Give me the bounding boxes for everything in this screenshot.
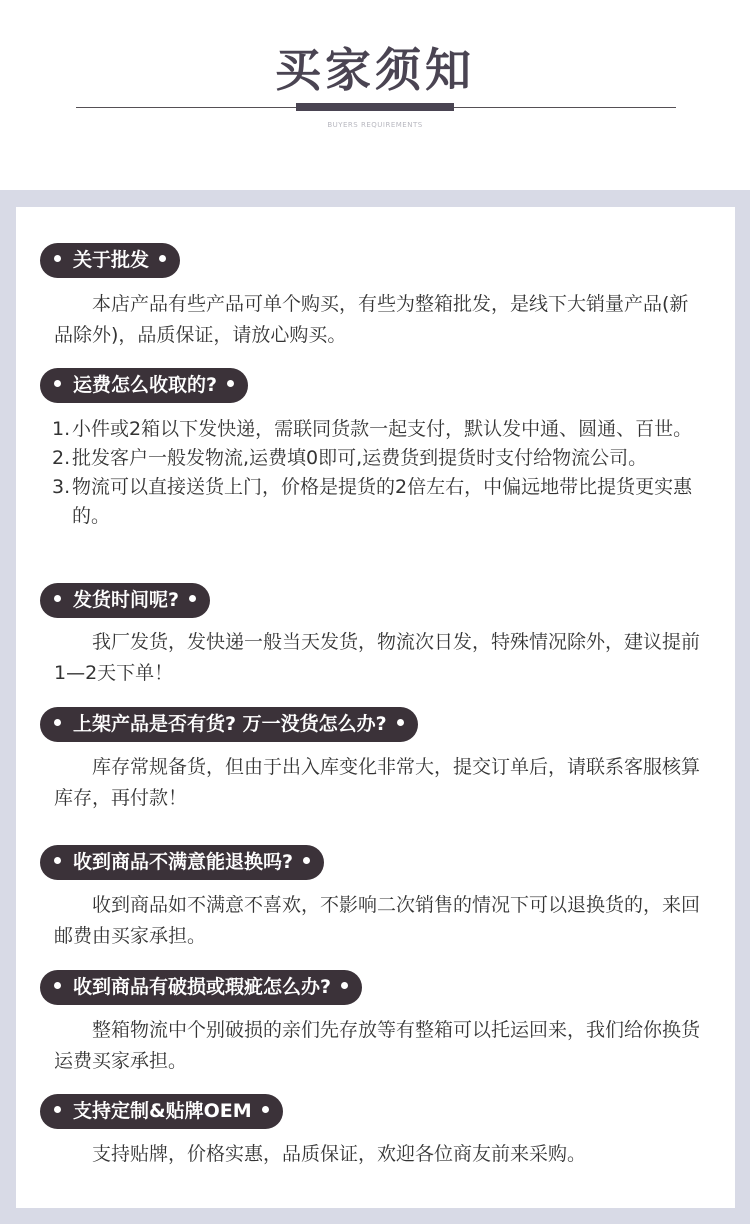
- list-item: [52, 473, 702, 531]
- list-item-number: 2.: [52, 447, 71, 469]
- bullet-dot-icon: [303, 857, 310, 864]
- section-body: 支持贴牌，价格实惠，品质保证，欢迎各位商友前来采购。: [92, 1143, 587, 1165]
- bullet-dot-icon: [227, 380, 234, 387]
- section-heading-label: 收到商品有破损或瑕疵怎么办?: [73, 976, 332, 998]
- bullet-dot-icon: [54, 982, 61, 989]
- section-body: 收到商品如不满意不喜欢，不影响二次销售的情况下可以退换货的，来回邮费由买家承担。: [54, 894, 701, 947]
- section-heading-label: 关于批发: [73, 249, 150, 271]
- bullet-dot-icon: [262, 1106, 269, 1113]
- section-heading: [40, 845, 324, 880]
- list-item-text: 批发客户一般发物流,运费填0即可,运费货到提货时支付给物流公司。: [72, 447, 648, 469]
- section-heading-label: 上架产品是否有货? 万一没货怎么办?: [73, 713, 387, 735]
- bullet-dot-icon: [54, 1106, 61, 1113]
- bullet-dot-icon: [341, 982, 348, 989]
- list-item-text: 小件或2箱以下发快递，需联同货款一起支付，默认发中通、圆通、百世。: [72, 418, 693, 440]
- page-title: 买家须知: [275, 43, 475, 97]
- section-body: 库存常规备货，但由于出入库变化非常大，提交订单后，请联系客服核算库存，再付款！: [54, 756, 701, 809]
- section-body: 本店产品有些产品可单个购买，有些为整箱批发，是线下大销量产品(新品除外)，品质保证，请放心购买。: [54, 293, 689, 346]
- shipping-fee-list: [52, 415, 702, 531]
- page-subtitle: BUYERS REQUIREMENTS: [327, 121, 423, 129]
- content-panel: [16, 207, 735, 1208]
- bullet-dot-icon: [54, 719, 61, 726]
- section-heading: [40, 583, 210, 618]
- bullet-dot-icon: [189, 595, 196, 602]
- bullet-dot-icon: [54, 255, 61, 262]
- section-heading-label: 收到商品不满意能退换吗?: [73, 851, 294, 873]
- section-heading-label: 发货时间呢?: [73, 589, 180, 611]
- bullet-dot-icon: [397, 719, 404, 726]
- section-heading-label: 支持定制&贴牌OEM: [73, 1100, 252, 1122]
- section-heading-label: 运费怎么收取的?: [73, 374, 218, 396]
- list-item-number: 1.: [52, 418, 71, 440]
- bullet-dot-icon: [54, 595, 61, 602]
- bullet-dot-icon: [54, 380, 61, 387]
- section-heading: [40, 970, 362, 1005]
- title-underline-bar: [296, 103, 454, 111]
- list-item-text: 物流可以直接送货上门，价格是提货的2倍左右，中偏远地带比提货更实惠的。: [72, 476, 693, 527]
- bullet-dot-icon: [54, 857, 61, 864]
- section-heading: [40, 1094, 283, 1129]
- section-heading: [40, 368, 248, 403]
- list-item-number: 3.: [52, 476, 71, 498]
- page-header: [0, 0, 750, 190]
- list-item: [52, 444, 702, 473]
- list-item: [52, 415, 702, 444]
- section-heading: [40, 243, 180, 278]
- section-body: 整箱物流中个别破损的亲们先存放等有整箱可以托运回来，我们给你换货运费买家承担。: [54, 1019, 701, 1072]
- section-heading: [40, 707, 418, 742]
- section-body: 我厂发货，发快递一般当天发货，物流次日发，特殊情况除外，建议提前1—2天下单！: [54, 631, 701, 684]
- bullet-dot-icon: [159, 255, 166, 262]
